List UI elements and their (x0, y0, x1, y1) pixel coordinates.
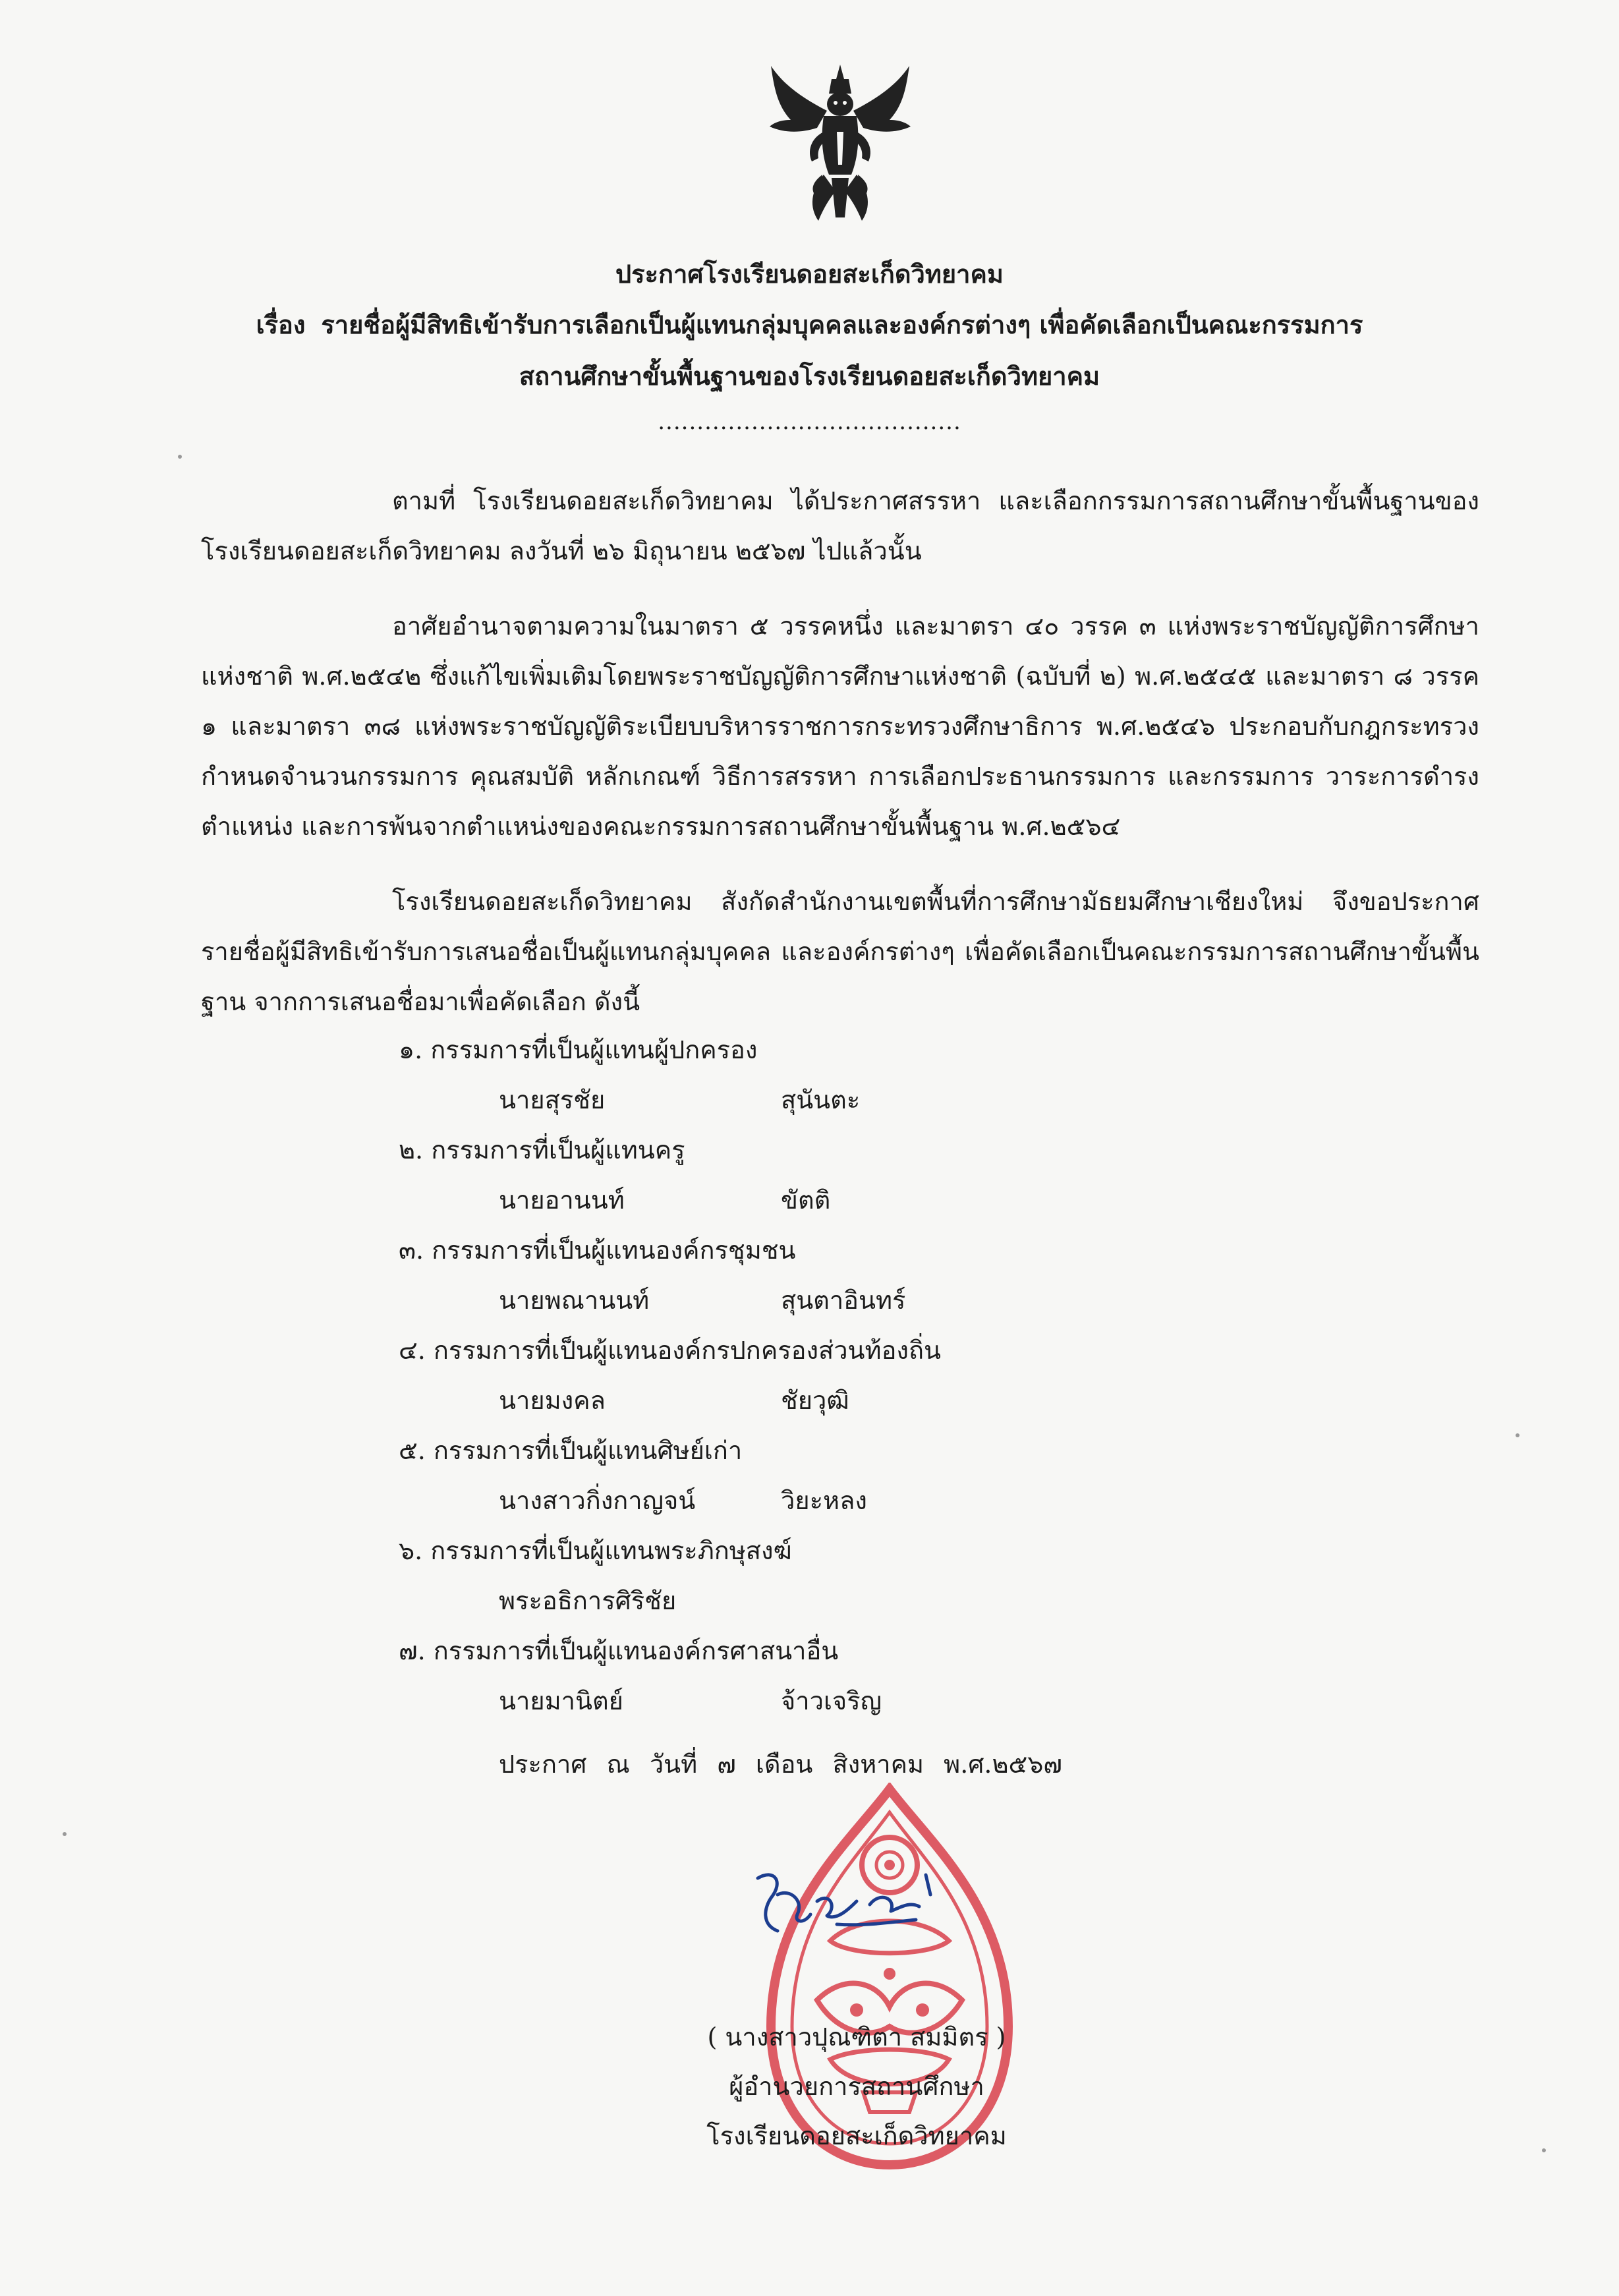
garuda-emblem-icon (758, 59, 923, 224)
body-paragraph-2: อาศัยอำนาจตามความในมาตรา ๕ วรรคหนึ่ง และมาตรา ๔๐ วรรค ๓ แห่งพระราชบัญญัติการศึกษาแห่งชาติ พ.ศ.๒๕๔๒ ซึ่งแก้ไขเพิ่มเติมโดยพระราชบัญญัติการศึกษาแห่งชาติ (ฉบับที่ ๒) พ.ศ.๒๕๔๕ และมาตรา ๘ วรรค ๑ และมาตรา ๓๘ แห่งพระราชบัญญัติระเบียบบริหารราชการกระทรวงศึกษาธิการ พ.ศ.๒๕๔๖ ประกอบกับกฎกระทรวงกำหนดจำนวนกรรมการ คุณสมบัติ หลักเกณฑ์ วิธีการสรรหา การเลือกประธานกรรมการ และกรรมการ วาระการดำรงตำแหน่ง และการพ้นจากตำแหน่งของคณะกรรมการสถานศึกษาขั้นพื้นฐาน พ.ศ.๒๕๖๔ (201, 612, 1479, 841)
nominee-first-name: นางสาวกิ่งกาญจน์ (499, 1486, 696, 1515)
signatory-position: ผู้อำนวยการสถานศึกษา (729, 2072, 984, 2101)
signatory-name: ( นางสาวปุณฑิตา สมมิตร ) (707, 2023, 1006, 2052)
announcement-subject-line1 (0, 304, 1619, 345)
nominee-last-name: สุนตาอินทร์ (781, 1286, 906, 1315)
announcement-title: ประกาศโรงเรียนดอยสะเก็ดวิทยาคม (615, 259, 1004, 289)
nominee-first-name: นายพณานนท์ (499, 1286, 650, 1315)
signature (738, 1862, 949, 1941)
nominee-category: ๔. กรรมการที่เป็นผู้แทนองค์กรปกครองส่วนท้องถิ่น (399, 1336, 941, 1365)
nominee-category: ๒. กรรมการที่เป็นผู้แทนครู (399, 1135, 685, 1164)
header-separator: ....................................... (658, 409, 961, 435)
nominee-first-name: นายสุรชัย (499, 1085, 606, 1114)
nominee-first-name: นายมงคล (499, 1386, 606, 1415)
nominee-category: ๖. กรรมการที่เป็นผู้แทนพระภิกษุสงฆ์ (399, 1536, 792, 1565)
nominee-category: ๓. กรรมการที่เป็นผู้แทนองค์กรชุมชน (399, 1236, 796, 1265)
nominee-last-name: ขัตติ (781, 1186, 831, 1215)
nominee-category: ๗. กรรมการที่เป็นผู้แทนองค์กรศาสนาอื่น (399, 1636, 839, 1665)
body-paragraph-1: ตามที่ โรงเรียนดอยสะเก็ดวิทยาคม ได้ประกาศสรรหา และเลือกกรรมการสถานศึกษาขั้นพื้นฐานของโรงเรียนดอยสะเก็ดวิทยาคม ลงวันที่ ๒๖ มิถุนายน ๒๕๖๗ ไปแล้วนั้น (201, 486, 1479, 565)
nominee-last-name: วิยะหลง (781, 1486, 867, 1515)
nominee-category: ๕. กรรมการที่เป็นผู้แทนศิษย์เก่า (399, 1436, 743, 1465)
signatory-organization: โรงเรียนดอยสะเก็ดวิทยาคม (706, 2121, 1007, 2150)
issue-date: ประกาศ ณ วันที่ ๗ เดือน สิงหาคม พ.ศ.๒๕๖๗ (499, 1750, 1062, 1779)
nominee-last-name: จ้าวเจริญ (781, 1686, 882, 1715)
body-paragraph-3: โรงเรียนดอยสะเก็ดวิทยาคม สังกัดสำนักงานเขตพื้นที่การศึกษามัธยมศึกษาเชียงใหม่ จึงขอประกาศรายชื่อผู้มีสิทธิเข้ารับการเสนอชื่อเป็นผู้แทนกลุ่มบุคคล และองค์กรต่างๆ เพื่อคัดเลือกเป็นคณะกรรมการสถานศึกษาขั้นพื้นฐาน จากการเสนอชื่อมาเพื่อคัดเลือก ดังนี้ (201, 887, 1479, 1016)
subject-text: รายชื่อผู้มีสิทธิเข้ารับการเลือกเป็นผู้แทนกลุ่มบุคคลและองค์กรต่างๆ เพื่อคัดเลือกเป็นคณะกรรมการ (321, 310, 1363, 339)
nominee-first-name: นายอานนท์ (499, 1186, 625, 1215)
nominee-last-name: ชัยวุฒิ (781, 1386, 849, 1415)
subject-label: เรื่อง (256, 310, 306, 339)
announcement-subject-line2: สถานศึกษาขั้นพื้นฐานของโรงเรียนดอยสะเก็ดวิทยาคม (519, 361, 1100, 391)
nominee-first-name: นายมานิตย์ (499, 1686, 623, 1715)
nominee-first-name: พระอธิการศิริชัย (499, 1586, 677, 1615)
nominee-category: ๑. กรรมการที่เป็นผู้แทนผู้ปกครอง (399, 1035, 758, 1064)
nominee-last-name: สุนันตะ (781, 1085, 861, 1114)
